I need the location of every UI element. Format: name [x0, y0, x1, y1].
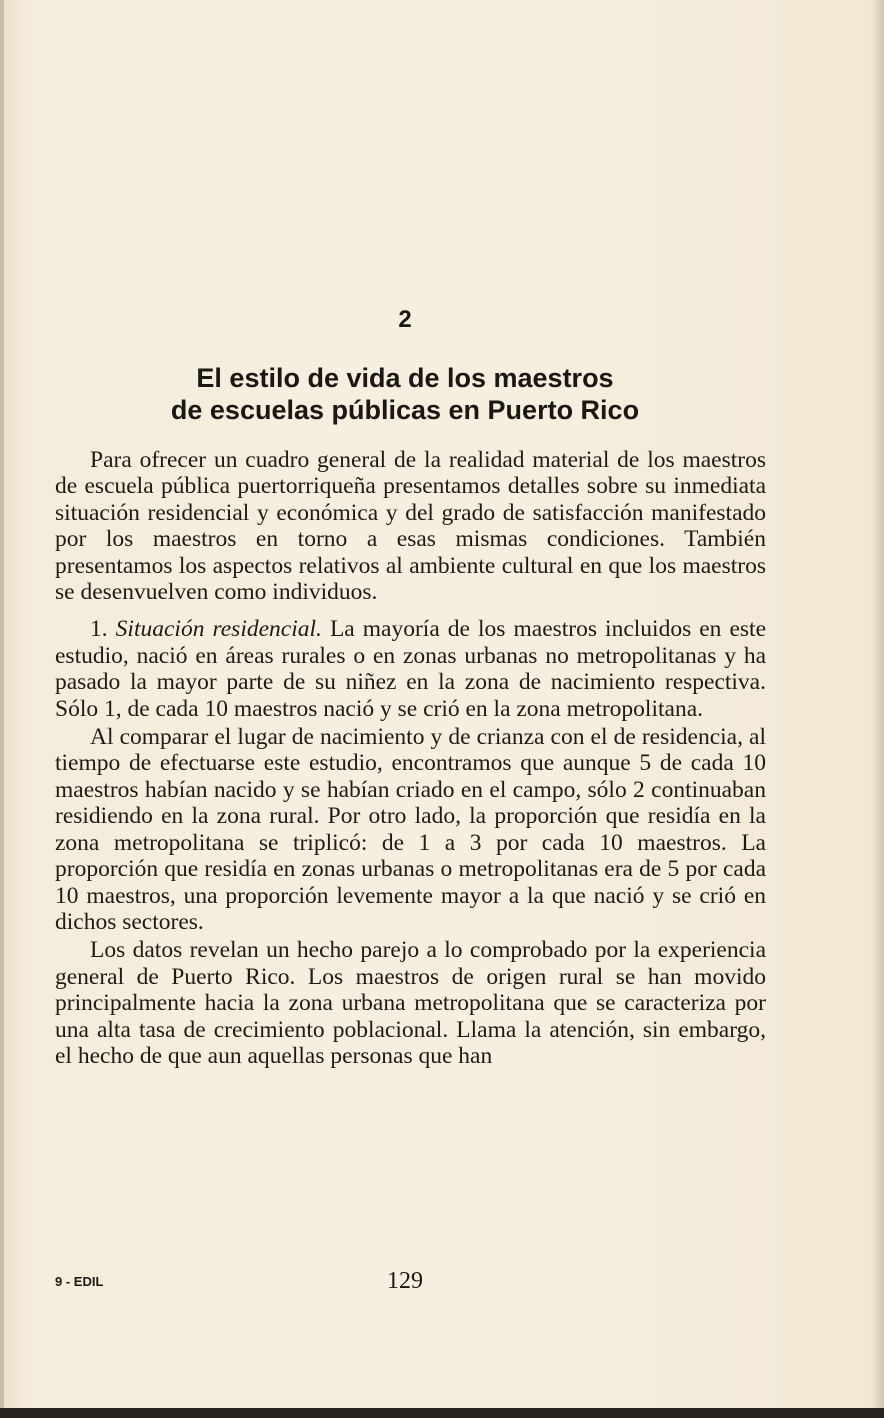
page-bottom-edge	[0, 1408, 884, 1418]
paragraph-section-1	[55, 616, 766, 722]
page-number: 129	[387, 1268, 423, 1294]
paragraph-intro: Para ofrecer un cuadro general de la realidad material de los maestros de escuela pública puertorriqueña presentamos detalles sobre su inmediata situación residencial y económica y del grado de satisfacción manifestado por los maestros en torno a esas mismas condiciones. También presentamos los aspectos relativos al ambiente cultural en que los maestros se desenvuelven como individuos.	[55, 447, 766, 606]
page-right-edge	[872, 0, 884, 1418]
section-1-text: La mayoría de los maestros incluidos en este estudio, nació en áreas rurales o en zonas urbanas no metropolitanas y ha pasado la mayor parte de su niñez en la zona de nacimiento respectiva. Sólo 1, de cada 10 maestros nació y se crió en la zona metropolitana.	[55, 616, 767, 722]
chapter-title-line-1: El estilo de vida de los maestros	[196, 363, 614, 393]
paragraph-comparison: Al comparar el lugar de nacimiento y de crianza con el de residencia, al tiempo de efectuarse este estudio, encontramos que aunque 5 de cada 10 maestros habían nacido y se habían criado en el campo, sólo 2 continuaban residiendo en la zona rural. Por otro lado, la proporción que residía en la zona metropolitana se triplicó: de 1 a 3 por cada 10 maestros. La proporción que residía en zonas urbanas o metropolitanas era de 5 por cada 10 maestros, una proporción levemente mayor a la que nació y se crió en dichos sectores.	[55, 724, 766, 935]
chapter-title	[0, 362, 810, 426]
section-title: Situación residencial.	[115, 616, 322, 643]
paragraph-data: Los datos revelan un hecho parejo a lo comprobado por la experiencia general de Puerto Rico. Los maestros de origen rural se han movido principalmente hacia la zona urbana metropolitana que se caracteriza por una alta tasa de crecimiento poblacional. Llama la atención, sin embargo, el hecho de que aun aquellas personas que han	[55, 937, 766, 1069]
section-number: 1.	[90, 616, 108, 643]
chapter-number: 2	[398, 306, 412, 333]
page-left-edge	[0, 0, 4, 1418]
chapter-title-line-2: de escuelas públicas en Puerto Rico	[170, 395, 640, 425]
body-text	[55, 447, 766, 1080]
printer-signature: 9 - EDIL	[55, 1274, 104, 1289]
